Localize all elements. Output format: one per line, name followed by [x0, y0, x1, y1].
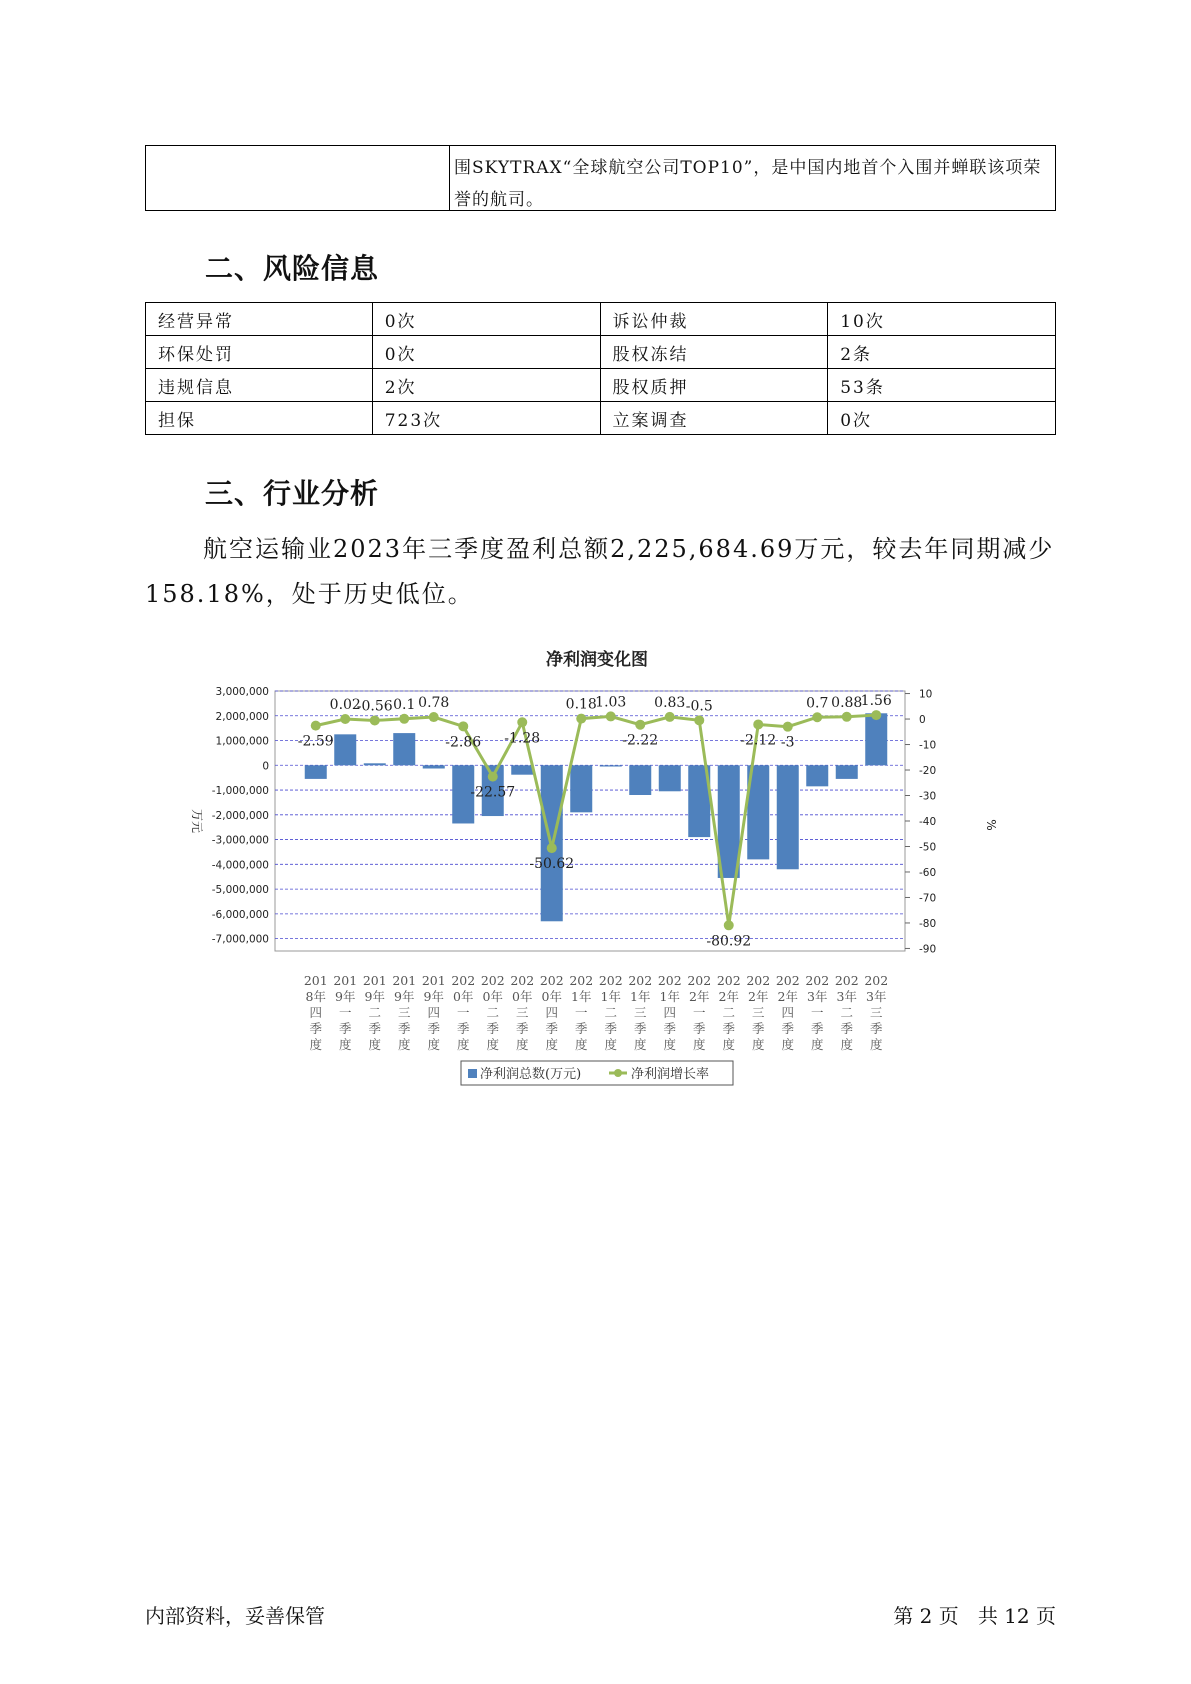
y-left-tick-label: -3,000,000: [211, 834, 269, 847]
growth-rate-data-label: -0.5: [685, 698, 713, 715]
bar: [865, 713, 887, 765]
section-industry-title: 三、行业分析: [205, 477, 380, 510]
y-left-tick-label: 3,000,000: [215, 686, 269, 698]
x-category-label: 202 3年二季度: [834, 973, 859, 1052]
x-category-label: 202 1年一季度: [569, 973, 594, 1052]
y-right-tick-label: 10: [919, 688, 933, 701]
x-category-label: 202 2年三季度: [746, 973, 771, 1052]
risk-value: 2次: [372, 369, 600, 402]
y-right-tick-label: -80: [919, 917, 937, 930]
x-category-label: 202 0年二季度: [480, 973, 505, 1052]
legend-bar-swatch: [468, 1069, 477, 1078]
bar: [600, 765, 622, 766]
y-right-tick-label: -50: [919, 841, 937, 854]
net-profit-chart: [175, 645, 1020, 1100]
intro-table: [145, 145, 1056, 211]
bar: [777, 765, 799, 869]
risk-value: 0次: [372, 303, 600, 336]
chart-svg: [175, 645, 1020, 1100]
intro-line-2: 誉的航司。: [454, 190, 544, 210]
growth-rate-data-label: 0.83: [654, 694, 686, 711]
growth-rate-point: [842, 712, 852, 722]
x-category-label: 202 0年一季度: [451, 973, 476, 1052]
plot-area: [275, 691, 905, 951]
growth-rate-data-label: -2.59: [297, 733, 334, 750]
risk-label: 股权冻结: [600, 336, 828, 369]
risk-row: [146, 402, 1056, 435]
x-category-label: 202 0年三季度: [510, 973, 535, 1052]
growth-rate-point: [399, 714, 409, 724]
growth-rate-point: [812, 712, 822, 722]
growth-rate-data-label: -50.62: [529, 856, 575, 873]
growth-rate-point: [665, 712, 675, 722]
growth-rate-point: [724, 920, 734, 930]
growth-rate-data-label: -80.92: [706, 933, 752, 950]
legend-line-label: 净利润增长率: [631, 1067, 710, 1082]
bar: [305, 765, 327, 779]
x-category-label: 202 1年四季度: [657, 973, 682, 1052]
growth-rate-data-label: -2.22: [622, 732, 659, 749]
y-right-tick-label: -90: [919, 943, 937, 956]
y-left-tick-label: -2,000,000: [211, 809, 269, 822]
intro-table-right-cell: [450, 146, 1055, 210]
industry-paragraph: 航空运输业2023年三季度盈利总额2,225,684.69万元，较去年同期减少158.18%，处于历史低位。: [145, 535, 1055, 608]
growth-rate-point: [429, 712, 439, 722]
risk-value: 2条: [828, 336, 1056, 369]
bar: [718, 765, 740, 878]
growth-rate-data-label: -0.56: [356, 698, 393, 715]
x-category-label: 202 2年四季度: [775, 973, 800, 1052]
risk-label: 诉讼仲裁: [600, 303, 828, 336]
x-category-label: 202 2年一季度: [687, 973, 712, 1052]
x-category-label: 201 9年四季度: [421, 973, 446, 1052]
bar: [334, 734, 356, 765]
bar: [629, 765, 651, 795]
growth-rate-data-label: 0.1: [393, 696, 416, 713]
risk-row: [146, 303, 1056, 336]
y-left-tick-label: -4,000,000: [211, 859, 269, 872]
growth-rate-data-label: -22.57: [470, 784, 516, 801]
y-left-tick-label: 0: [262, 760, 269, 773]
y-right-tick-label: -10: [919, 739, 937, 752]
x-category-label: 202 0年四季度: [539, 973, 564, 1052]
y-left-tick-label: -7,000,000: [211, 933, 269, 946]
y-left-axis-title: 万元: [190, 808, 204, 834]
bar: [511, 765, 533, 774]
growth-rate-data-label: -3: [780, 734, 795, 751]
growth-rate-data-label: 0.88: [831, 694, 863, 711]
legend-bar-label: 净利润总数(万元): [480, 1067, 582, 1082]
risk-label: 经营异常: [146, 303, 373, 336]
x-category-label: 202 3年三季度: [864, 973, 889, 1052]
risk-value: 723次: [372, 402, 600, 435]
bar: [393, 733, 415, 765]
bar: [659, 765, 681, 791]
risk-label: 立案调查: [600, 402, 828, 435]
growth-rate-data-label: -1.28: [504, 730, 541, 747]
bar: [364, 763, 386, 765]
growth-rate-point: [871, 710, 881, 720]
x-category-label: 201 9年二季度: [362, 973, 387, 1052]
growth-rate-point: [547, 843, 557, 853]
bar: [836, 765, 858, 779]
y-right-tick-label: -40: [919, 816, 937, 828]
growth-rate-point: [753, 719, 763, 729]
growth-rate-data-label: 0.7: [806, 695, 829, 712]
risk-value: 0次: [828, 402, 1056, 435]
y-left-tick-label: -1,000,000: [211, 785, 269, 798]
bar: [423, 765, 445, 768]
growth-rate-data-label: 0.78: [418, 695, 450, 712]
x-category-label: 202 3年一季度: [805, 973, 830, 1052]
bar: [570, 765, 592, 812]
risk-value: 53条: [828, 369, 1056, 402]
growth-rate-data-label: -2.86: [445, 734, 482, 751]
risk-label: 股权质押: [600, 369, 828, 402]
growth-rate-data-label: 0.02: [329, 696, 361, 713]
risk-value: 10次: [828, 303, 1056, 336]
x-category-label: 202 1年三季度: [628, 973, 653, 1052]
x-category-label: 201 9年三季度: [392, 973, 417, 1052]
y-right-tick-label: 0: [919, 714, 926, 727]
risk-label: 环保处罚: [146, 336, 373, 369]
legend-line-marker: [614, 1069, 622, 1077]
risk-label: 违规信息: [146, 369, 373, 402]
risk-row: [146, 336, 1056, 369]
growth-rate-point: [458, 721, 468, 731]
x-category-label: 201 8年四季度: [303, 973, 328, 1052]
growth-rate-point: [694, 715, 704, 725]
growth-rate-data-label: 1.03: [595, 694, 627, 711]
growth-rate-point: [517, 717, 527, 727]
intro-table-left-cell: [146, 146, 450, 210]
growth-rate-point: [340, 714, 350, 724]
y-right-tick-label: -70: [919, 892, 937, 905]
intro-line-1: 围SKYTRAX“全球航空公司TOP10”，是中国内地首个入围并蝉联该项荣: [454, 158, 1042, 178]
growth-rate-point: [783, 722, 793, 732]
y-right-tick-label: -30: [919, 790, 937, 803]
growth-rate-point: [488, 772, 498, 782]
growth-rate-point: [635, 720, 645, 730]
growth-rate-point: [606, 711, 616, 721]
x-category-label: 201 9年一季度: [333, 973, 358, 1052]
y-left-tick-label: 1,000,000: [215, 735, 269, 748]
risk-table: [145, 302, 1056, 435]
growth-rate-data-label: 0.18: [565, 696, 597, 713]
x-category-label: 202 1年二季度: [598, 973, 623, 1052]
section-risk-title: 二、风险信息: [205, 252, 380, 285]
y-left-tick-label: -6,000,000: [211, 908, 269, 921]
risk-label: 担保: [146, 402, 373, 435]
risk-row: [146, 369, 1056, 402]
growth-rate-data-label: -2.12: [740, 732, 777, 749]
growth-rate-point: [311, 721, 321, 731]
x-category-label: 202 2年二季度: [716, 973, 741, 1052]
y-left-tick-label: 2,000,000: [215, 710, 269, 723]
y-right-tick-label: -20: [919, 765, 937, 778]
footer-confidential: 内部资料，妥善保管: [145, 1604, 325, 1628]
y-left-tick-label: -5,000,000: [211, 884, 269, 897]
growth-rate-point: [370, 715, 380, 725]
y-right-tick-label: -60: [919, 866, 937, 879]
growth-rate-data-label: 1.56: [860, 693, 892, 710]
footer-page-number: 第 2 页 共 12 页: [893, 1604, 1056, 1628]
risk-value: 0次: [372, 336, 600, 369]
bar: [806, 765, 828, 786]
growth-rate-point: [576, 714, 586, 724]
chart-title: 净利润变化图: [546, 650, 648, 670]
y-right-axis-title: %: [984, 819, 998, 831]
